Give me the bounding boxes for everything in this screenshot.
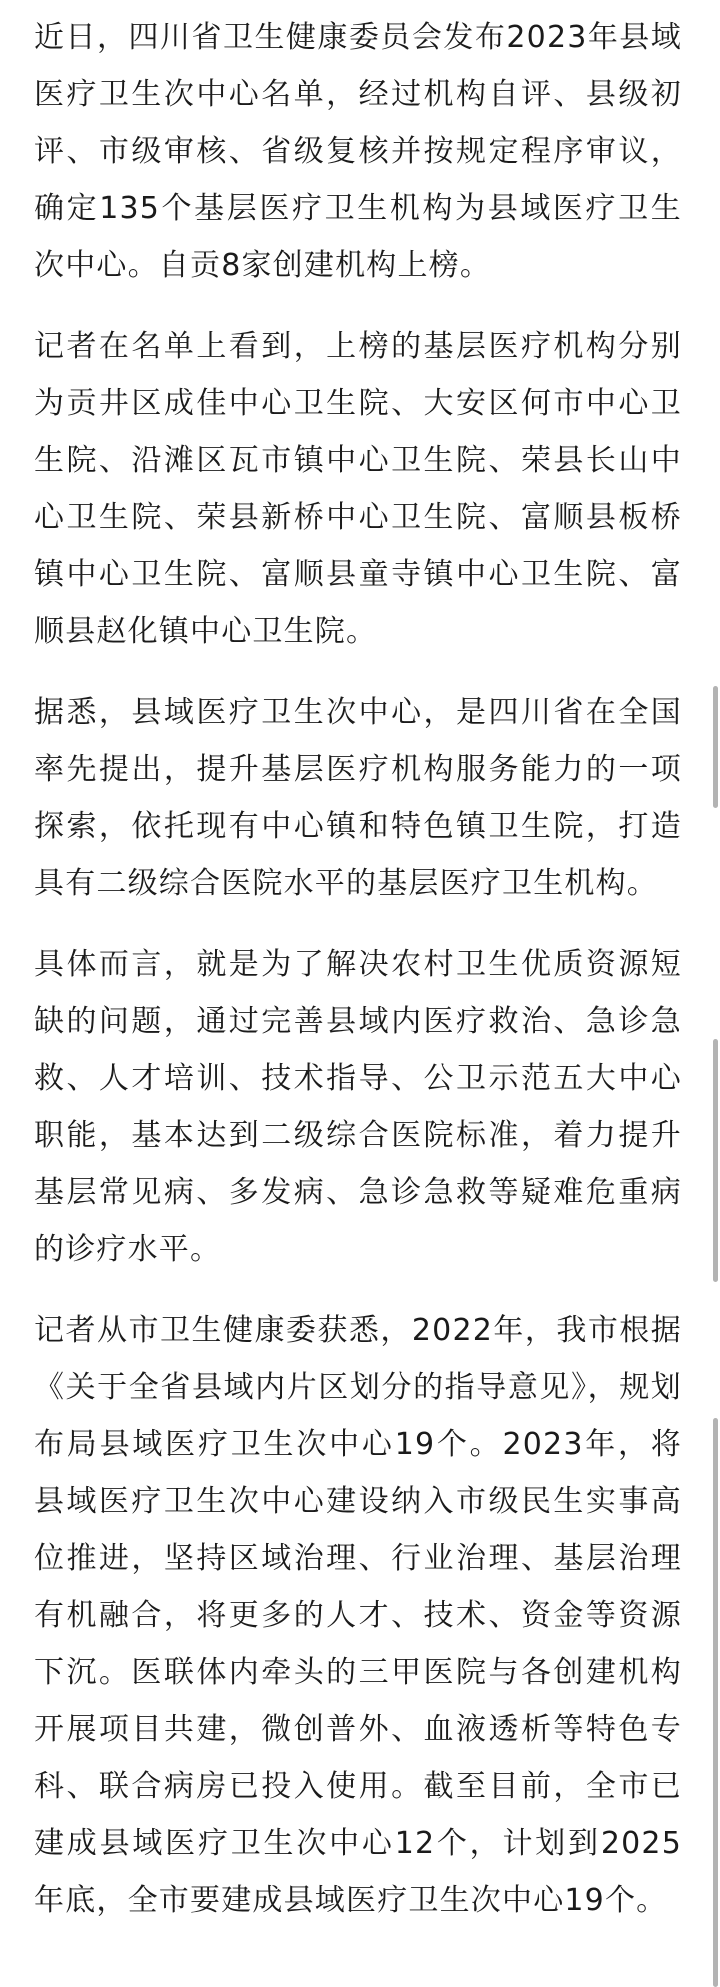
paragraph-listed-institutions: 记者在名单上看到，上榜的基层医疗机构分别为贡井区成佳中心卫生院、大安区何市中心卫生院、沿滩区瓦市镇中心卫生院、荣县长山中心卫生院、荣县新桥中心卫生院、富顺县板桥镇中心卫生院、富顺县童寺镇中心卫生院、富顺县赵化镇中心卫生院。 <box>34 329 682 649</box>
article-body <box>34 9 682 1953</box>
paragraph-announcement: 近日，四川省卫生健康委员会发布2023年县域医疗卫生次中心名单，经过机构自评、县级初评、市级审核、省级复核并按规定程序审议，确定135个基层医疗卫生机构为县域医疗卫生次中心。自贡8家创建机构上榜。 <box>34 20 682 283</box>
paragraph-city-progress: 记者从市卫生健康委获悉，2022年，我市根据《关于全省县域内片区划分的指导意见》，规划布局县域医疗卫生次中心19个。2023年，将县域医疗卫生次中心建设纳入市级民生实事高位推进，坚持区域治理、行业治理、基层治理有机融合，将更多的人才、技术、资金等资源下沉。医联体内牵头的三甲医院与各创建机构开展项目共建，微创普外、血液透析等特色专科、联合病房已投入使用。截至目前，全市已建成县域医疗卫生次中心12个，计划到2025年底，全市要建成县域医疗卫生次中心19个。 <box>34 1313 682 1918</box>
paragraph-purpose: 具体而言，就是为了解决农村卫生优质资源短缺的问题，通过完善县域内医疗救治、急诊急救、人才培训、技术指导、公卫示范五大中心职能，基本达到二级综合医院标准，着力提升基层常见病、多发病、急诊急救等疑难危重病的诊疗水平。 <box>34 947 682 1267</box>
paragraph-background: 据悉，县域医疗卫生次中心，是四川省在全国率先提出，提升基层医疗机构服务能力的一项探索，依托现有中心镇和特色镇卫生院，打造具有二级综合医院水平的基层医疗卫生机构。 <box>34 695 682 901</box>
scrollbar-thumb[interactable] <box>713 686 718 808</box>
scrollbar-thumb[interactable] <box>713 1418 718 1987</box>
scrollbar-thumb[interactable] <box>713 1039 718 1282</box>
scrollbar[interactable] <box>706 0 720 1987</box>
